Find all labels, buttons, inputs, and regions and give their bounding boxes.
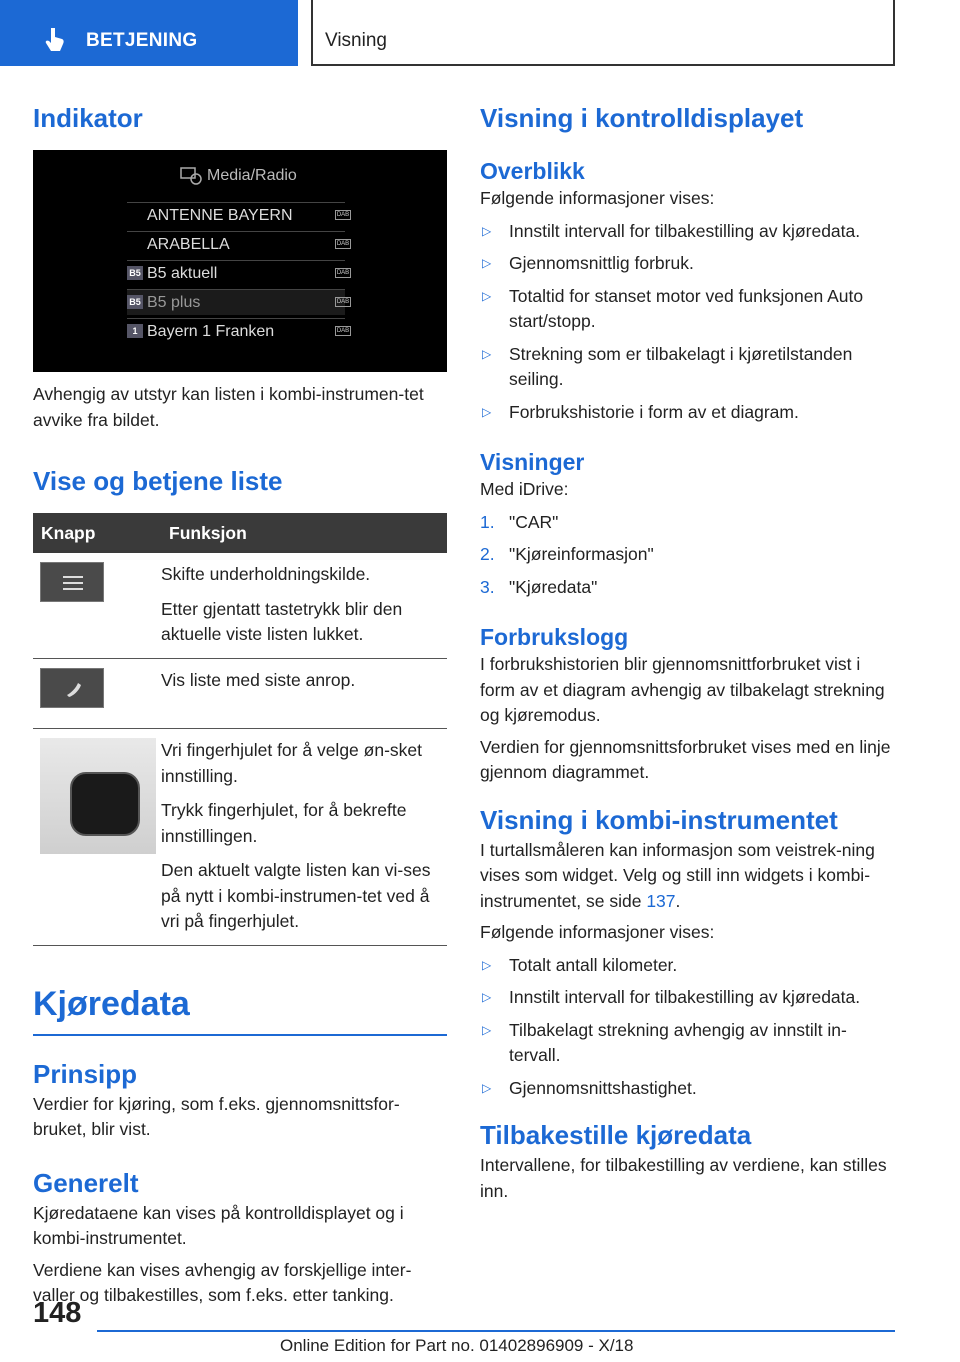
step-number: 3.	[480, 576, 495, 597]
forbrukslogg-text: Verdien for gjennomsnittsforbruket vises med en linje gjennom diagrammet.	[480, 736, 891, 782]
triangle-bullet-icon: ▷	[482, 223, 492, 238]
tab-visning[interactable]	[311, 0, 895, 66]
list-item: ▷ Strekning som er tilbakelagt i kjøretilstanden seiling.	[482, 343, 853, 389]
chapter-rule	[33, 1034, 447, 1036]
column-header-button: Knapp	[33, 513, 161, 553]
list-item: ▷ Gjennomsnittlig forbruk.	[480, 251, 896, 277]
page-link[interactable]: 137	[646, 890, 676, 911]
section-title-indikator: Indikator	[33, 103, 143, 133]
right-column	[480, 100, 896, 1204]
dab-badge: DAB	[336, 270, 350, 276]
list-item: 3. "Kjøredata"	[480, 575, 896, 601]
triangle-bullet-icon: ▷	[482, 346, 492, 361]
section-title-vise: Vise og betjene liste	[33, 466, 283, 496]
station-logo-icon: 1	[127, 324, 143, 338]
left-column	[33, 100, 447, 1309]
media-radio-screenshot	[33, 150, 447, 372]
function-text: Etter gjentatt tastetrykk blir den aktuelle viste listen lukket.	[161, 598, 403, 644]
station-name: ARABELLA	[147, 236, 230, 253]
visninger-intro: Med iDrive:	[480, 479, 569, 499]
function-text: Trykk fingerhjulet, for å bekrefte innstillingen.	[161, 800, 407, 846]
media-radio-icon	[179, 164, 203, 186]
table-row	[33, 729, 447, 946]
station-logo-icon: B5	[127, 295, 143, 309]
function-table	[33, 513, 447, 946]
function-text: Den aktuelt valgte listen kan vi-ses på nytt i kombi-instrumen-tet ved å vri på fingerhjulet.	[161, 860, 431, 931]
page-header	[0, 0, 960, 66]
tab-label: BETJENING	[86, 30, 198, 51]
subsection-title-forbrukslogg: Forbrukslogg	[480, 624, 629, 650]
station-name: Bayern 1 Franken	[147, 323, 275, 340]
subsection-title-overblikk: Overblikk	[480, 158, 585, 184]
section-title-tilbakestille: Tilbakestille kjøredata	[480, 1120, 752, 1150]
overblikk-intro: Følgende informasjoner vises:	[480, 188, 715, 208]
station-name: ANTENNE BAYERN	[147, 207, 293, 224]
kombi-text: I turtallsmåleren kan informasjon som veistrek-ning vises som widget. Velg og still inn widgets i kombi-instrumentet, se side 137.	[480, 839, 875, 911]
triangle-bullet-icon: ▷	[482, 990, 492, 1004]
kombi-intro: Følgende informasjoner vises:	[480, 922, 715, 942]
table-row	[33, 658, 447, 729]
footer-rule	[97, 1330, 895, 1332]
triangle-bullet-icon: ▷	[482, 957, 492, 972]
kombi-list	[480, 953, 896, 1102]
function-text: Vri fingerhjulet for å velge øn-sket innstilling.	[161, 740, 422, 786]
triangle-bullet-icon: ▷	[482, 1022, 492, 1037]
phone-icon	[63, 681, 83, 697]
list-item: ▷ Innstilt intervall for tilbakestilling av kjøredata.	[480, 985, 896, 1011]
section-title-kombi: Visning i kombi-instrumentet	[480, 804, 838, 835]
table-row	[33, 553, 447, 658]
list-item: ▷ Tilbakelagt strekning avhengig av innstilt in-tervall.	[482, 1019, 847, 1065]
triangle-bullet-icon: ▷	[482, 288, 492, 303]
station-row	[127, 289, 350, 315]
prinsipp-text: Verdier for kjøring, som f.eks. gjennomsnittsfor-bruket, blir vist.	[33, 1093, 400, 1139]
chapter-title-kjoredata: Kjøredata	[33, 984, 190, 1023]
overblikk-list	[480, 219, 896, 426]
station-row	[127, 231, 350, 257]
menu-list-icon	[63, 575, 83, 591]
phone-button-icon	[40, 668, 104, 708]
indikator-text: Avhengig av utstyr kan listen i kombi-instrumen-tet avvike fra bildet.	[33, 384, 424, 430]
list-item: ▷ Gjennomsnittshastighet.	[480, 1076, 896, 1102]
screen-title: Media/Radio	[207, 167, 297, 184]
station-row	[127, 260, 350, 286]
list-item: 2. "Kjøreinformasjon"	[480, 542, 896, 568]
generelt-text: Kjøredataene kan vises på kontrolldisplayet og i kombi-instrumentet.	[33, 1202, 404, 1248]
dab-badge: DAB	[336, 212, 350, 218]
forbrukslogg-text: I forbrukshistorien blir gjennomsnittforbruket vist i form av et diagram avhengig av tilbakelagt strekning og kjøremodus.	[480, 654, 885, 725]
list-item: ▷ Innstilt intervall for tilbakestilling av kjøredata.	[480, 219, 896, 245]
tab-label: Visning	[325, 30, 387, 51]
triangle-bullet-icon: ▷	[482, 404, 492, 419]
triangle-bullet-icon: ▷	[482, 1080, 492, 1095]
section-title-generelt: Generelt	[33, 1167, 139, 1198]
steps-list	[480, 510, 896, 601]
list-item: ▷ Forbrukshistorie i form av et diagram.	[480, 400, 896, 426]
page-number: 148	[33, 1297, 82, 1329]
dab-badge: DAB	[336, 241, 350, 247]
menu-button-icon	[40, 562, 104, 602]
station-name: B5 plus	[147, 294, 201, 311]
function-text: Skifte underholdningskilde.	[161, 564, 371, 584]
section-title-prinsipp: Prinsipp	[33, 1058, 138, 1089]
station-row	[127, 318, 350, 344]
triangle-bullet-icon: ▷	[482, 256, 492, 270]
station-name: B5 aktuell	[147, 265, 218, 282]
list-item: 1. "CAR"	[480, 510, 896, 536]
edition-text: Online Edition for Part no. 01402896909 - X/18	[280, 1336, 634, 1355]
generelt-text: Verdiene kan vises avhengig av forskjellige inter-valler og tilbakestilles, som f.eks. etter tanking.	[33, 1259, 412, 1305]
list-item: ▷ Totalt antall kilometer.	[480, 953, 896, 979]
step-number: 2.	[480, 544, 495, 564]
tab-betjening[interactable]	[0, 0, 298, 66]
section-title-visning: Visning i kontrolldisplayet	[480, 103, 804, 133]
step-number: 1.	[480, 511, 495, 532]
hand-pointer-icon	[42, 26, 68, 52]
dab-badge: DAB	[336, 328, 350, 334]
controller-knob-icon	[70, 772, 140, 836]
column-header-function: Funksjon	[161, 513, 447, 553]
station-row	[127, 202, 350, 228]
function-text: Vis liste med siste anrop.	[161, 669, 356, 690]
dab-badge: DAB	[336, 299, 350, 305]
tilbake-text: Intervallene, for tilbakestilling av verdiene, kan stilles inn.	[480, 1155, 887, 1201]
list-item: ▷ Totaltid for stanset motor ved funksjonen Auto start/stopp.	[482, 285, 864, 331]
subsection-title-visninger: Visninger	[480, 449, 585, 475]
controller-wheel-image	[40, 738, 156, 854]
station-logo-icon: B5	[127, 266, 143, 280]
